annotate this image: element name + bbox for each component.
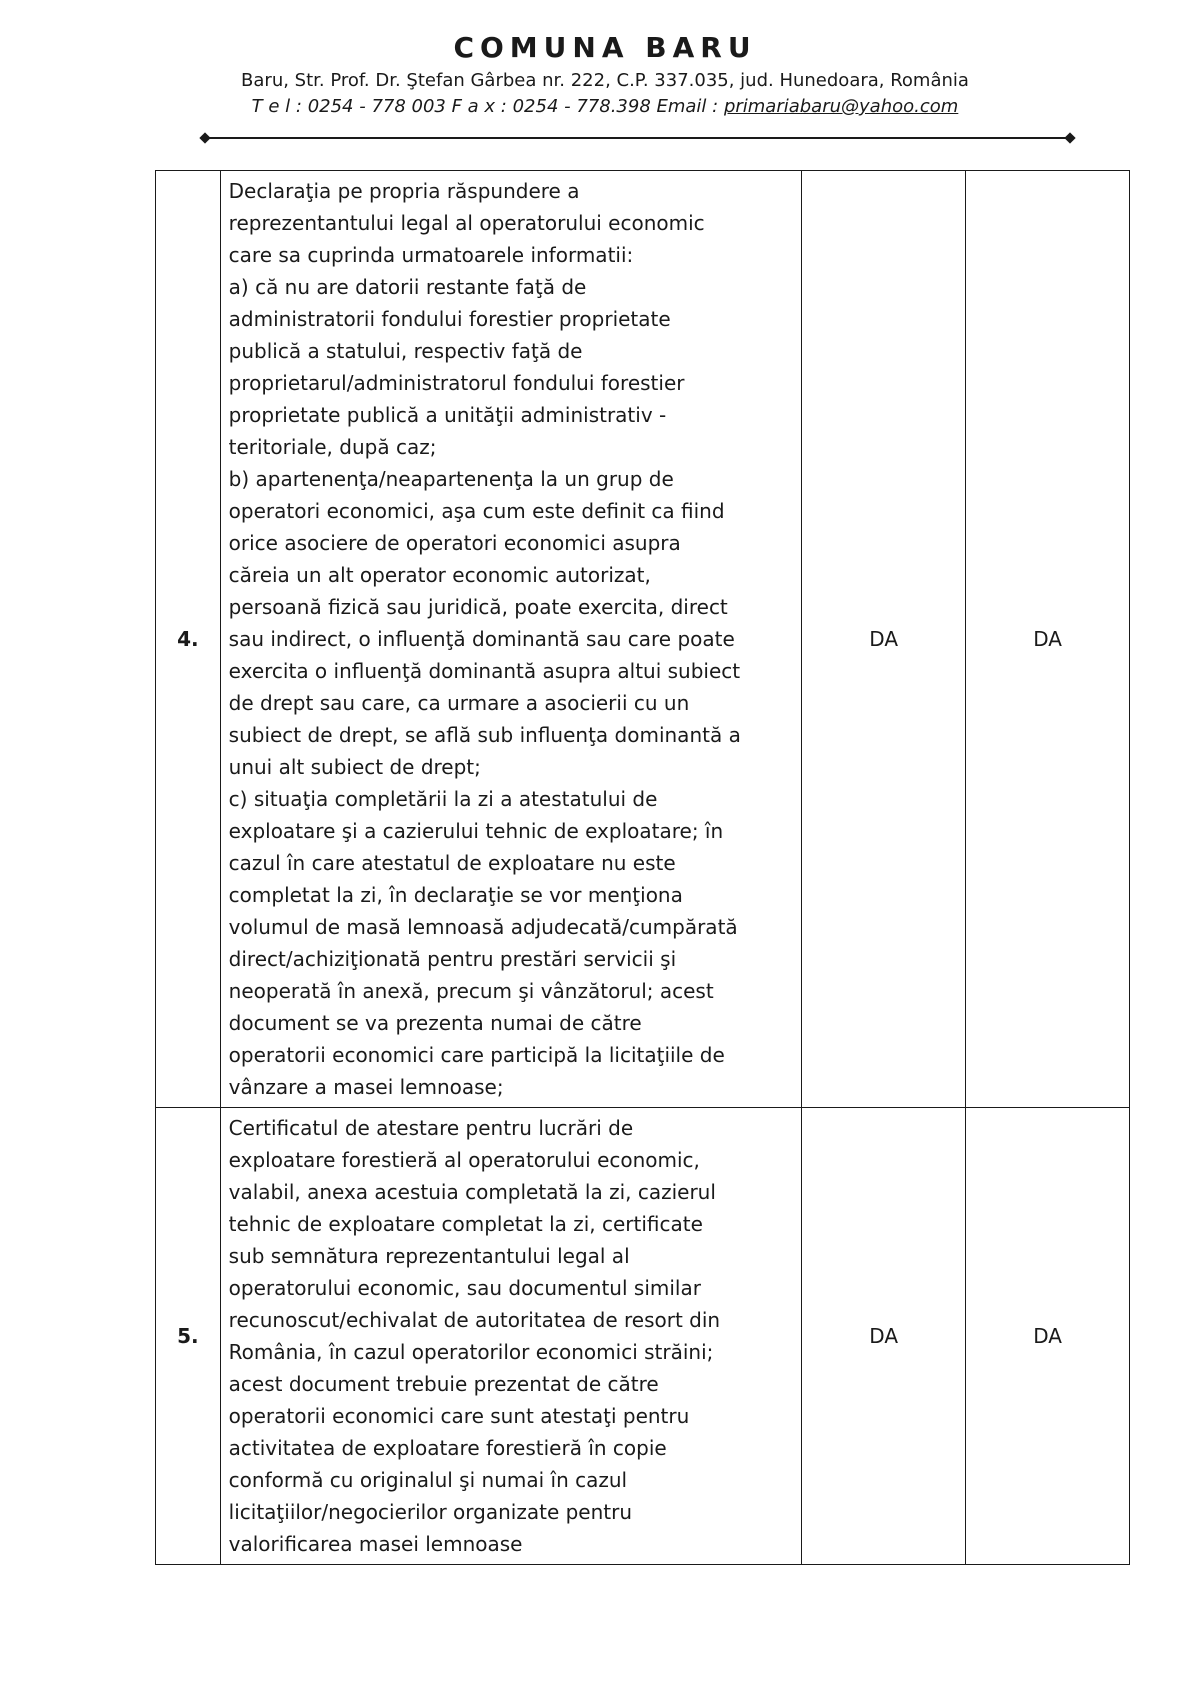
description-line: căreia un alt operator economic autorizat,	[228, 563, 651, 587]
description-line: exploatare forestieră al operatorului economic,	[228, 1148, 700, 1172]
table-row	[156, 1108, 1130, 1565]
description-line: Certificatul de atestare pentru lucrări de	[228, 1116, 634, 1140]
description-line: valabil, anexa acestuia completată la zi, cazierul	[228, 1180, 716, 1204]
description-line: proprietarul/administratorul fondului forestier	[228, 371, 685, 395]
contact-phone-fax: T e l : 0254 - 778 003 F a x : 0254 - 778.398 Email :	[251, 96, 724, 117]
description-line: a) că nu are datorii restante faţă de	[228, 275, 587, 299]
rule-right-diamond	[1064, 132, 1075, 143]
description-line: tehnic de exploatare completat la zi, certificate	[228, 1212, 703, 1236]
description-line: sau indirect, o influenţă dominantă sau care poate	[228, 627, 735, 651]
description-line: recunoscut/echivalat de autoritatea de resort din	[228, 1308, 721, 1332]
description-line: România, în cazul operatorilor economici străini;	[228, 1340, 714, 1364]
description-line: persoană fizică sau juridică, poate exercita, direct	[228, 595, 728, 619]
description-line: proprietate publică a unităţii administrativ -	[228, 403, 667, 427]
header-divider	[205, 137, 1070, 139]
description-line: activitatea de exploatare forestieră în copie	[228, 1436, 667, 1460]
description-line: exploatare şi a cazierului tehnic de exploatare; în	[228, 819, 724, 843]
contact-email-link[interactable]: primariabaru@yahoo.com	[723, 96, 959, 117]
description-line: exercita o influenţă dominantă asupra altui subiect	[228, 659, 741, 683]
description-line: operatorii economici care participă la licitaţiile de	[228, 1043, 725, 1067]
description-line: valorificarea masei lemnoase	[228, 1532, 523, 1556]
description-line: vânzare a masei lemnoase;	[228, 1075, 504, 1099]
description-line: completat la zi, în declaraţie se vor menţiona	[228, 883, 683, 907]
answer-column-2: DA	[966, 171, 1130, 1108]
description-line: neoperată în anexă, precum şi vânzătorul; acest	[228, 979, 714, 1003]
row-description	[220, 171, 802, 1108]
description-line: c) situaţia completării la zi a atestatului de	[228, 787, 658, 811]
municipality-title: COMUNA BARU	[453, 31, 757, 64]
answer-column-2: DA	[966, 1108, 1130, 1565]
description-line: care sa cuprinda urmatoarele informatii:	[228, 243, 634, 267]
municipality-address: Baru, Str. Prof. Dr. Ştefan Gârbea nr. 222, C.P. 337.035, jud. Hunedoara, România	[241, 70, 969, 91]
description-line: operatorii economici care sunt atestaţi pentru	[228, 1404, 690, 1428]
description-line: publică a statului, respectiv faţă de	[228, 339, 583, 363]
description-line: reprezentantului legal al operatorului economic	[228, 211, 705, 235]
description-line: direct/achiziţionată pentru prestări servicii şi	[228, 947, 677, 971]
description-line: administratorii fondului forestier proprietate	[228, 307, 671, 331]
description-line: teritoriale, după caz;	[228, 435, 437, 459]
description-line: document se va prezenta numai de către	[228, 1011, 642, 1035]
description-line: Declaraţia pe propria răspundere a	[228, 179, 580, 203]
table-row	[156, 171, 1130, 1108]
description-line: unui alt subiect de drept;	[228, 755, 481, 779]
requirements-table	[155, 170, 1130, 1565]
answer-column-1: DA	[802, 1108, 966, 1565]
row-number: 5.	[156, 1108, 221, 1565]
letterhead	[0, 30, 1190, 120]
municipality-contact	[20, 94, 1190, 120]
description-line: subiect de drept, se află sub influenţa dominantă a	[228, 723, 741, 747]
row-number: 4.	[156, 171, 221, 1108]
description-line: cazul în care atestatul de exploatare nu este	[228, 851, 676, 875]
description-line: operatori economici, aşa cum este definit ca fiind	[228, 499, 725, 523]
description-line: volumul de masă lemnoasă adjudecată/cumpărată	[228, 915, 738, 939]
description-line: sub semnătura reprezentantului legal al	[228, 1244, 630, 1268]
description-line: de drept sau care, ca urmare a asocierii cu un	[228, 691, 690, 715]
answer-column-1: DA	[802, 171, 966, 1108]
description-line: conformă cu originalul şi numai în cazul	[228, 1468, 628, 1492]
row-description	[220, 1108, 802, 1565]
description-line: licitaţiilor/negocierilor organizate pentru	[228, 1500, 633, 1524]
description-line: operatorului economic, sau documentul similar	[228, 1276, 701, 1300]
description-line: orice asociere de operatori economici asupra	[228, 531, 681, 555]
description-line: b) apartenenţa/neapartenenţa la un grup de	[228, 467, 674, 491]
description-line: acest document trebuie prezentat de către	[228, 1372, 659, 1396]
